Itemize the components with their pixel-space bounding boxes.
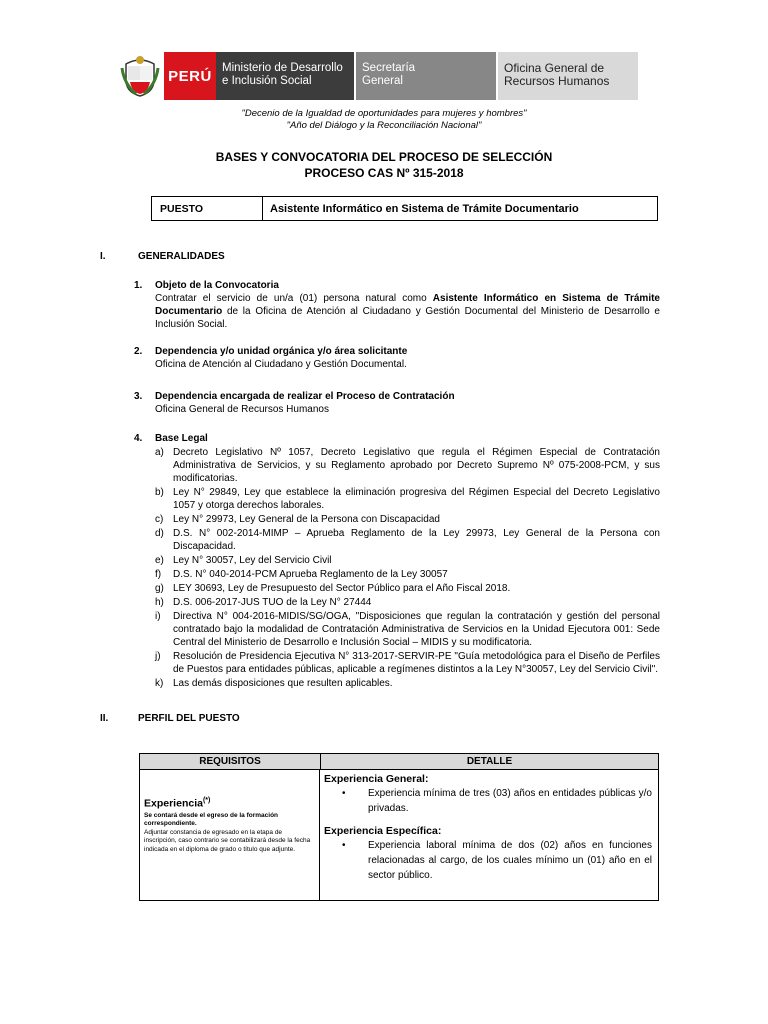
column-header-detalle: DETALLE xyxy=(466,756,513,767)
specific-experience-text: Experiencia laboral mínima de dos (02) años en funciones relacionadas al cargo, de los cuales mínimo un (01) año en el sector público. xyxy=(368,840,652,881)
base-legal-letter: j) xyxy=(155,651,161,662)
base-legal-item xyxy=(155,650,660,676)
puesto-box xyxy=(151,196,658,221)
base-legal-text: LEY 30693, Ley de Presupuesto del Sector Público para el Año Fiscal 2018. xyxy=(173,583,511,594)
base-legal-text: D.S. 006-2017-JUS TUO de la Ley N° 27444 xyxy=(173,597,372,608)
secretaria-line-1: Secretaría xyxy=(362,62,416,74)
general-experience-item xyxy=(342,786,652,816)
bullet-icon: • xyxy=(342,788,346,799)
base-legal-letter: i) xyxy=(155,611,161,622)
item-text: Oficina General de Recursos Humanos xyxy=(155,404,329,415)
item-text-bold: Asistente Informático en Sistema de Trámite Documentario xyxy=(155,293,660,317)
puesto-label: PUESTO xyxy=(152,197,263,220)
section-heading xyxy=(100,712,660,725)
item-title: Base Legal xyxy=(155,433,208,444)
header-banner xyxy=(116,52,638,100)
base-legal-item xyxy=(155,527,660,553)
base-legal-letter: c) xyxy=(155,514,164,525)
ministry-line-1: Ministerio de Desarrollo xyxy=(222,62,343,74)
item-text: Oficina de Atención al Ciudadano y Gestión Documental. xyxy=(155,359,407,370)
base-legal-item xyxy=(155,446,660,485)
section-number: I. xyxy=(100,251,106,262)
specific-experience-heading: Experiencia Específica: xyxy=(324,825,442,837)
base-legal-letter: h) xyxy=(155,597,164,608)
list-item xyxy=(134,279,660,331)
secretaria-line-2: General xyxy=(362,75,403,87)
document-body xyxy=(100,250,660,725)
base-legal-text: D.S. N° 040-2014-PCM Aprueba Reglamento de la Ley 30057 xyxy=(173,569,448,580)
base-legal-text: Ley N° 29849, Ley que establece la eliminación progresiva del Régimen Especial del Decreto Legislativo 1057 y otorga derechos laborales. xyxy=(173,487,660,511)
puesto-value: Asistente Informático en Sistema de Trámite Documentario xyxy=(270,203,579,215)
office-line-1: Oficina General de xyxy=(504,61,605,75)
list-item xyxy=(134,432,660,690)
base-legal-item xyxy=(155,610,660,649)
base-legal-item xyxy=(155,486,660,512)
section-heading xyxy=(100,250,660,263)
general-experience-heading: Experiencia General: xyxy=(324,773,429,785)
item-number: 3. xyxy=(134,391,143,402)
list-item xyxy=(134,390,660,416)
coat-of-arms-icon xyxy=(116,52,164,100)
secretaria-label xyxy=(356,52,496,100)
base-legal-text: Decreto Legislativo Nº 1057, Decreto Legislativo que regula el Régimen Especial de Contratación Administrativa de Servicios, y su Reglamento aprobado por Decreto Supremo Nº 075-2008-PCM, y sus modificatorias. xyxy=(173,447,660,484)
base-legal-item xyxy=(155,513,660,526)
requirement-title xyxy=(144,797,315,810)
base-legal-item xyxy=(155,568,660,581)
ministry-label xyxy=(216,52,354,100)
requirement-cell xyxy=(140,770,320,900)
base-legal-letter: g) xyxy=(155,583,164,594)
table-row xyxy=(140,770,658,900)
item-number: 1. xyxy=(134,280,143,291)
item-text-pre: Contratar el servicio de un/a (01) persona natural como xyxy=(155,293,433,304)
office-label xyxy=(498,52,638,100)
requirement-footnote-mark: (*) xyxy=(202,797,211,804)
base-legal-text: Las demás disposiciones que resulten aplicables. xyxy=(173,678,393,689)
base-legal-item xyxy=(155,554,660,567)
section-number: II. xyxy=(100,713,109,724)
requirement-note-1: Se contará desde el egreso de la formación correspondiente. xyxy=(144,811,279,827)
item-title: Dependencia y/o unidad orgánica y/o área solicitante xyxy=(155,346,408,357)
column-header-requisitos: REQUISITOS xyxy=(140,754,321,769)
document-title xyxy=(0,150,768,181)
item-number: 4. xyxy=(134,433,143,444)
base-legal-letter: f) xyxy=(155,569,162,580)
title-line-1: BASES Y CONVOCATORIA DEL PROCESO DE SELECCIÓN xyxy=(215,150,553,164)
base-legal-text: D.S. N° 002-2014-MIMP – Aprueba Reglamento de la Ley 29973, Ley General de la Persona con Discapacidad. xyxy=(173,528,660,552)
item-title: Objeto de la Convocatoria xyxy=(155,280,279,291)
base-legal-text: Resolución de Presidencia Ejecutiva N° 313-2017-SERVIR-PE "Guía metodológica para el Diseño de Perfiles de Puestos para entidades públicas, aplicable a regímenes distintos a la Ley N°30057, Ley del Servicio Civil". xyxy=(173,651,660,675)
item-number: 2. xyxy=(134,346,143,357)
base-legal-letter: e) xyxy=(155,555,164,566)
base-legal-item xyxy=(155,596,660,609)
bullet-icon: • xyxy=(342,840,346,851)
specific-experience-item xyxy=(342,838,652,883)
title-line-2: PROCESO CAS Nº 315-2018 xyxy=(304,165,464,180)
item-text xyxy=(155,292,660,331)
item-text-post: de la Oficina de Atención al Ciudadano y Gestión Documental del Ministerio de Desarrollo e Inclusión Social. xyxy=(155,306,660,330)
base-legal-letter: k) xyxy=(155,678,164,689)
requirement-title-text: Experiencia xyxy=(144,797,203,810)
base-legal-letter: b) xyxy=(155,487,164,498)
base-legal-letter: a) xyxy=(155,447,164,458)
table-header xyxy=(140,754,658,770)
profile-table xyxy=(139,753,659,901)
peru-label: PERÚ xyxy=(164,52,216,100)
base-legal-text: Ley N° 29973, Ley General de la Persona con Discapacidad xyxy=(173,514,440,525)
base-legal-text: Ley N° 30057, Ley del Servicio Civil xyxy=(173,555,332,566)
base-legal-letter: d) xyxy=(155,528,164,539)
section-title: GENERALIDADES xyxy=(138,251,225,262)
office-line-2: Recursos Humanos xyxy=(504,74,610,88)
detail-cell xyxy=(320,770,658,900)
base-legal-item xyxy=(155,677,660,690)
section-title: PERFIL DEL PUESTO xyxy=(138,713,240,724)
requirement-note-2: Adjuntar constancia de egresado en la etapa de inscripción, caso contrario se contabilizará desde la fecha indicada en el diploma de grado o título que adjunte. xyxy=(144,828,311,853)
base-legal-item xyxy=(155,582,660,595)
motto-line-2: "Año del Diálogo y la Reconciliación Nacional" xyxy=(286,119,482,131)
base-legal-list xyxy=(155,446,660,690)
list-item xyxy=(134,345,660,371)
motto xyxy=(0,108,768,131)
item-title: Dependencia encargada de realizar el Proceso de Contratación xyxy=(155,391,455,402)
ministry-line-2: e Inclusión Social xyxy=(222,75,312,87)
motto-line-1: "Decenio de la Igualdad de oportunidades para mujeres y hombres" xyxy=(241,108,527,119)
base-legal-text: Directiva N° 004-2016-MIDIS/SG/OGA, "Disposiciones que regulan la contratación y gestión del personal contratado bajo la modalidad de Contratación Administrativa de Servicios en la Unidad Ejecutora 001: Sede Central del Ministerio de Desarrollo e Inclusión Social – MIDIS y su modificatoria. xyxy=(173,611,660,648)
general-experience-text: Experiencia mínima de tres (03) años en entidades públicas y/o privadas. xyxy=(368,788,652,814)
